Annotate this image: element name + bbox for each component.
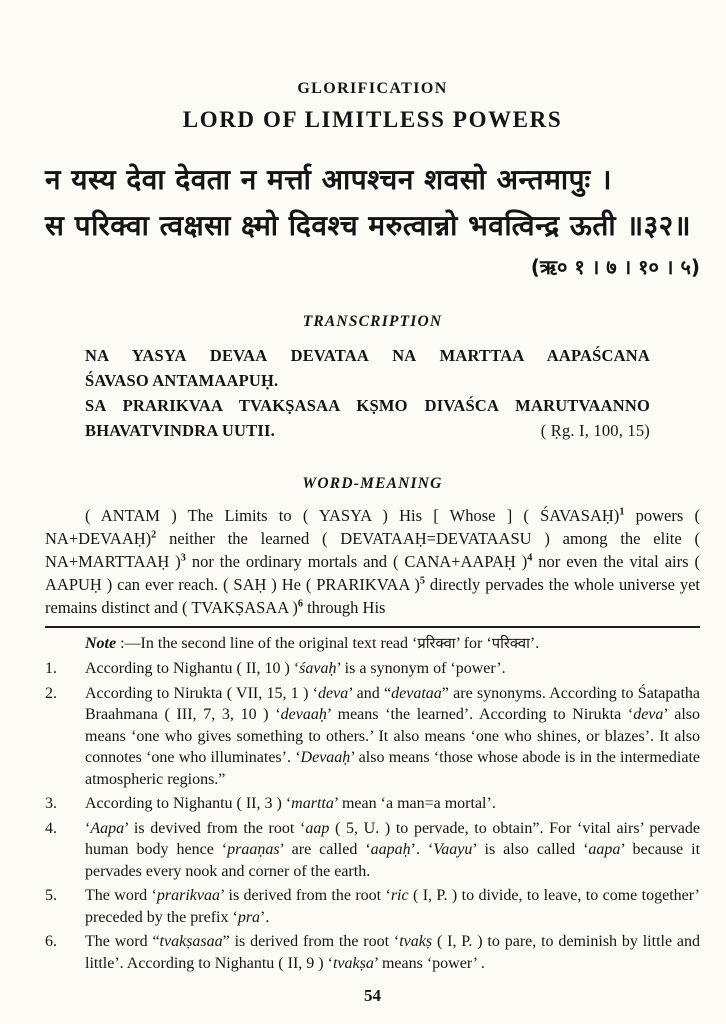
transcription-block (85, 343, 650, 443)
footnote-text: ‘Aapa’ is devived from the root ‘aap ( 5, U. ) to pervade, to obtain”. For ‘vital airs’ pervade human body hence ‘praaṇas’ are called ‘aapaḥ’. ‘Vaayu’ is also called ‘aapa’ because it pervades every nook and corner of the earth. (85, 819, 701, 880)
verse-line-1: न यस्य देवा देवता न मर्त्ता आपश्चन शवसो अन्तमापुः । (45, 163, 613, 196)
footnote-text: The word ‘prarikvaa’ is derived from the root ‘ric ( I, P. ) to divide, to leave, to come together’ preceded by the prefix ‘pra’. (85, 887, 700, 926)
footnote-divider (45, 626, 700, 628)
footnote-number: 4. (45, 819, 57, 837)
page-title: LORD OF LIMITLESS POWERS (182, 107, 563, 132)
page-number: 54 (364, 986, 381, 1005)
word-meaning-heading: WORD-MEANING (302, 475, 443, 492)
verse-line-2: स परिक्वा त्वक्षसा क्ष्मो दिवश्च मरुत्वान्नो भवत्विन्द्र ऊती ॥३२॥ (45, 209, 691, 242)
footnote-3 (45, 793, 700, 815)
footnote-number: 1. (45, 660, 57, 677)
footnote-number: 6. (45, 933, 57, 950)
footnote-number: 2. (45, 684, 57, 702)
transcription-line: ŚAVASO ANTAMAAPUḤ. (85, 371, 279, 390)
transcription-line: SA PRARIKVAA TVAKṢASAA KṢMO DIVAŚCA MARUTVAANNO (85, 396, 650, 415)
footnote-4 (45, 818, 700, 883)
footnote-text: According to Nighantu ( II, 3 ) ‘martta’ mean ‘a man=a mortal’. (85, 795, 496, 812)
kicker-heading: GLORIFICATION (297, 80, 448, 97)
transcription-heading: TRANSCRIPTION (302, 313, 443, 330)
footnote-text: According to Nirukta ( VII, 15, 1 ) ‘deva’ and “devataa” are synonyms. According to Śatapatha Braahmana ( III, 7, 3, 10 ) ‘devaaḥ’ means ‘the learned’. According to Nirukta ‘deva’ also means ‘one who gives something to others.’ It also means ‘one who shines, or blazes’. It also connotes ‘one who illuminates’. ‘Devaaḥ’ also means ‘those whose abode is in the intermediate atmospheric regions.” (85, 684, 701, 788)
footnote-number: 3. (45, 795, 57, 812)
transcription-line: NA YASYA DEVAA DEVATAA NA MARTTAA AAPAŚCANA (85, 346, 650, 365)
transcription-line: BHAVATVINDRA UUTII. (85, 421, 275, 440)
note-line: Note :—In the second line of the original text read ‘प्ररिक्वा’ for ‘परिक्वा’. (85, 635, 540, 652)
footnote-text: According to Nighantu ( II, 10 ) ‘śavaḥ’ is a synonym of ‘power’. (85, 660, 506, 677)
verse-reference-english: ( Ṛg. I, 100, 15) (540, 421, 650, 440)
footnote-5 (45, 885, 700, 928)
footnote-2 (45, 683, 700, 791)
sanskrit-verse (45, 157, 700, 249)
footnote-1 (45, 658, 700, 680)
footnote-number: 5. (45, 887, 57, 904)
footnote-text: The word “tvakṣasaa” is derived from the root ‘tvakṣ ( I, P. ) to pare, to deminish by little and little’. According to Nighantu ( II, 9 ) ‘tvakṣa’ means ‘power’ . (85, 933, 700, 972)
verse-reference-devanagari: (ऋ० १ । ७ । १० । ५) (530, 255, 700, 279)
footnote-6 (45, 931, 700, 974)
word-meaning-paragraph: ( ANTAM ) The Limits to ( YASYA ) His [ Whose ] ( ŚAVASAḤ)$^1$ powers ( NA+DEVAAḤ)$^2$ neither the learned ( DEVATAAḤ=DEVATAASU ) among the elite ( NA+MARTTAAḤ )$^3$ nor the ordinary mortals and ( CANA+AAPAḤ )$^4$ nor even the vital airs ( AAPUḤ ) can ever reach. ( SAḤ ) He ( PRARIKVAA )$^5$ directly pervades the whole universe yet remains distinct and ( TVAKṢASAA )$^6$ through His (45, 506, 701, 617)
transcription-last-line (85, 418, 650, 443)
